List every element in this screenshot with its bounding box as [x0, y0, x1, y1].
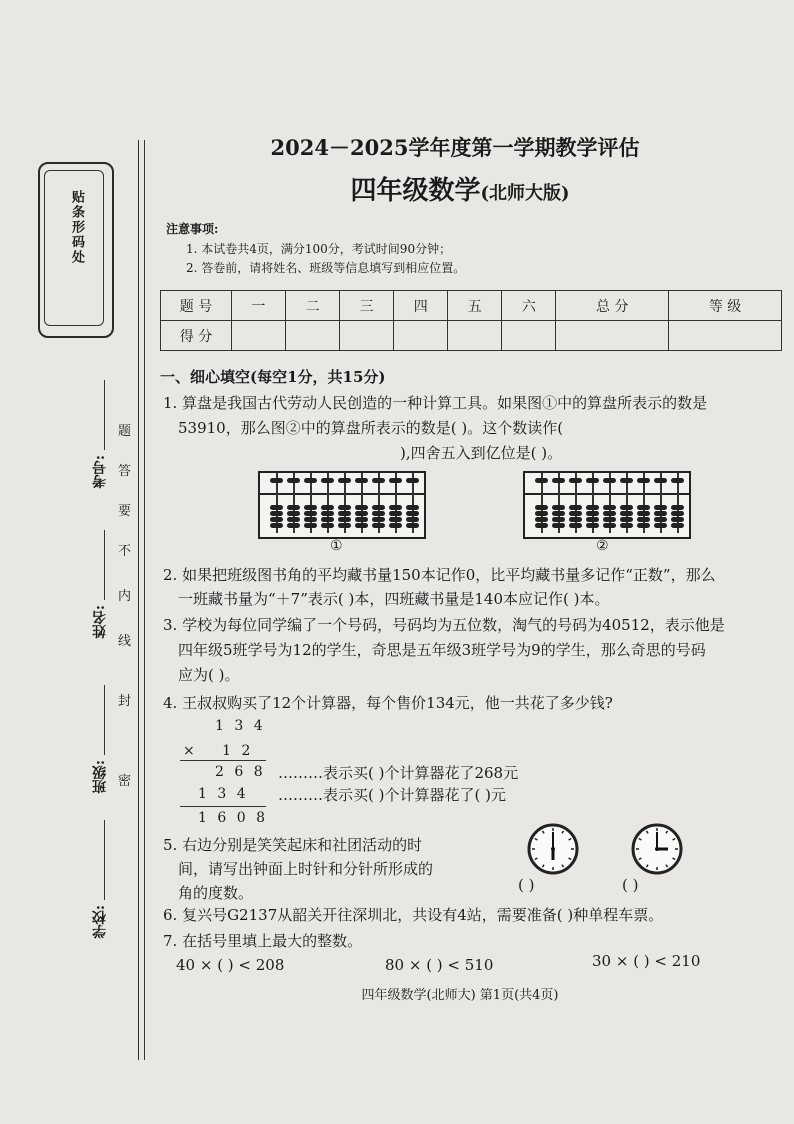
question-5-line: 角的度数。: [178, 884, 254, 902]
abacus-bead: [355, 511, 368, 516]
abacus-bead: [603, 517, 616, 522]
score-cell[interactable]: [394, 321, 448, 351]
abacus-bead: [620, 478, 633, 483]
binding-line: [138, 140, 139, 1060]
barcode-label: 贴条形码处: [69, 190, 84, 265]
abacus-bead: [338, 523, 351, 528]
abacus-bead: [338, 517, 351, 522]
abacus-bead: [287, 517, 300, 522]
seal-char: 内: [118, 589, 132, 604]
abacus-bead: [389, 517, 402, 522]
exam-no-fill-line[interactable]: [104, 380, 105, 450]
abacus-bead: [535, 511, 548, 516]
multiplicand: 1 3 4: [215, 718, 266, 734]
class-label: 班级:: [92, 760, 108, 794]
abacus-bead: [620, 511, 633, 516]
clock-center: [551, 847, 555, 851]
abacus-bead: [620, 523, 633, 528]
clock-answer-blank[interactable]: ( ): [518, 876, 535, 894]
abacus-bead: [389, 523, 402, 528]
abacus-bead: [603, 478, 616, 483]
abacus-bead: [552, 511, 565, 516]
table-header-cell: 六: [502, 291, 556, 321]
score-cell[interactable]: [556, 321, 669, 351]
abacus-bead: [338, 511, 351, 516]
abacus-beam: [525, 493, 689, 495]
abacus-bead: [406, 478, 419, 483]
question-3-line: 四年级5班学号为12的学生，奇思是五年级3班学号为9的学生，那么奇思的号码: [178, 641, 706, 659]
multiplier: × 1 2: [183, 743, 254, 759]
abacus-figure-2: [523, 471, 691, 539]
abacus-bead: [372, 511, 385, 516]
abacus-bead: [552, 517, 565, 522]
notes-heading: 注意事项:: [166, 222, 219, 236]
abacus-bead: [406, 511, 419, 516]
abacus-bead: [671, 523, 684, 528]
subject-title: [310, 170, 610, 207]
table-header-cell: 三: [340, 291, 394, 321]
abacus-bead: [637, 505, 650, 510]
abacus-bead: [270, 505, 283, 510]
abacus-bead: [321, 505, 334, 510]
note-item: 1. 本试卷共4页，满分100分，考试时间90分钟；: [186, 242, 452, 256]
abacus-bead: [355, 523, 368, 528]
question-2-line: 一班藏书量为“＋7”表示( )本，四班藏书量是140本应记作( )本。: [178, 590, 610, 608]
abacus-bead: [304, 478, 317, 483]
table-row-label: 得 分: [161, 321, 232, 351]
clock-face-2: [630, 822, 684, 876]
abacus-bead: [603, 505, 616, 510]
seal-char: 不: [118, 544, 132, 559]
abacus-bead: [389, 478, 402, 483]
abacus-bead: [304, 523, 317, 528]
abacus-bead: [654, 517, 667, 522]
abacus-bead: [569, 523, 582, 528]
abacus-bead: [586, 523, 599, 528]
table-header-cell: 题 号: [161, 291, 232, 321]
question-7-item: 80 × ( ) < 510: [385, 956, 494, 974]
question-2-line: 2. 如果把班级图书角的平均藏书量150本记作0，比平均藏书量多记作“正数”，那么: [163, 566, 716, 584]
product: 1 6 0 8: [198, 810, 268, 826]
question-7-item: 40 × ( ) < 208: [176, 956, 285, 974]
question-7-line: 7. 在括号里填上最大的整数。: [163, 932, 363, 950]
abacus-bead: [406, 505, 419, 510]
abacus-bead: [270, 523, 283, 528]
abacus-bead: [321, 478, 334, 483]
abacus-bead: [355, 478, 368, 483]
abacus-bead: [535, 505, 548, 510]
abacus-bead: [372, 505, 385, 510]
abacus-figure-1: [258, 471, 426, 539]
table-header-cell: 四: [394, 291, 448, 321]
multiplication-rule: [180, 806, 266, 807]
abacus-bead: [287, 511, 300, 516]
score-table-score-row: [161, 321, 782, 351]
abacus-bead: [304, 511, 317, 516]
clock-answer-blank[interactable]: ( ): [622, 876, 639, 894]
abacus-bead: [535, 523, 548, 528]
seal-char: 题: [118, 424, 132, 439]
abacus-bead: [552, 478, 565, 483]
abacus-bead: [654, 511, 667, 516]
score-cell[interactable]: [669, 321, 782, 351]
abacus-bead: [603, 511, 616, 516]
table-header-cell: 等 级: [669, 291, 782, 321]
abacus-bead: [406, 523, 419, 528]
abacus-bead: [586, 478, 599, 483]
subject-name: 四年级数学: [350, 176, 481, 206]
abacus-bead: [355, 505, 368, 510]
abacus-bead: [321, 523, 334, 528]
abacus-bead: [654, 523, 667, 528]
abacus-bead: [569, 505, 582, 510]
abacus-bead: [620, 517, 633, 522]
abacus-bead: [535, 517, 548, 522]
abacus-bead: [406, 517, 419, 522]
seal-char: 密: [118, 774, 132, 789]
abacus-bead: [552, 523, 565, 528]
score-cell[interactable]: [448, 321, 502, 351]
abacus-bead: [671, 478, 684, 483]
seal-char: 线: [118, 634, 132, 649]
edition-label: (北师大版): [480, 183, 570, 204]
abacus-bead: [671, 517, 684, 522]
binding-line-inner: [144, 140, 145, 1060]
score-table-header-row: [161, 291, 782, 321]
clock-face-1: [526, 822, 580, 876]
table-header-cell: 二: [286, 291, 340, 321]
abacus-bead: [569, 511, 582, 516]
abacus-bead: [535, 478, 548, 483]
abacus-bead: [372, 478, 385, 483]
abacus-bead: [569, 517, 582, 522]
abacus-bead: [304, 505, 317, 510]
abacus-bead: [287, 523, 300, 528]
abacus-bead: [287, 505, 300, 510]
seal-char: 要: [118, 504, 132, 519]
page-footer: 四年级数学(北师大) 第1页(共4页): [361, 988, 559, 1003]
partial-product-1: 2 6 8: [215, 764, 266, 780]
abacus-bead: [637, 478, 650, 483]
name-fill-line[interactable]: [104, 530, 105, 600]
exam-title: 2024－2025学年度第一学期教学评估: [270, 135, 640, 160]
abacus-bead: [671, 511, 684, 516]
score-table: [160, 290, 782, 351]
abacus-bead: [620, 505, 633, 510]
question-1-line: ),四舍五入到亿位是( )。: [400, 444, 563, 462]
abacus-bead: [586, 505, 599, 510]
question-5-line: 间，请写出钟面上时针和分针所形成的: [178, 860, 434, 878]
abacus-label: ①: [330, 538, 343, 554]
abacus-bead: [569, 478, 582, 483]
abacus-bead: [304, 517, 317, 522]
school-fill-line[interactable]: [104, 820, 105, 900]
abacus-bead: [637, 517, 650, 522]
score-cell[interactable]: [232, 321, 286, 351]
abacus-bead: [586, 517, 599, 522]
score-cell[interactable]: [340, 321, 394, 351]
abacus-bead: [603, 523, 616, 528]
table-header-cell: 一: [232, 291, 286, 321]
question-1-line: 53910，那么图②中的算盘所表示的数是( )。这个数读作(: [178, 419, 564, 437]
school-label: 学校:: [92, 905, 108, 939]
question-4-line: 4. 王叔叔购买了12个计算器，每个售价134元，他一共花了多少钱?: [163, 694, 613, 712]
abacus-bead: [372, 523, 385, 528]
abacus-bead: [389, 505, 402, 510]
score-cell[interactable]: [502, 321, 556, 351]
score-cell[interactable]: [286, 321, 340, 351]
name-label: 姓名:: [92, 605, 108, 639]
abacus-bead: [321, 511, 334, 516]
note-item: 2. 答卷前，请将姓名、班级等信息填写到相应位置。: [186, 261, 466, 275]
abacus-bead: [671, 505, 684, 510]
abacus-bead: [654, 478, 667, 483]
abacus-bead: [355, 517, 368, 522]
exam-no-label: 考号:: [92, 455, 108, 489]
table-header-cell: 五: [448, 291, 502, 321]
abacus-bead: [389, 511, 402, 516]
abacus-beam: [260, 493, 424, 495]
abacus-bead: [338, 478, 351, 483]
partial-product-2: 1 3 4: [198, 786, 249, 802]
abacus-bead: [637, 523, 650, 528]
question-7-item: 30 × ( ) < 210: [592, 952, 701, 970]
class-fill-line[interactable]: [104, 685, 105, 755]
question-4-fill: ………表示买( )个计算器花了( )元: [278, 786, 506, 804]
abacus-bead: [637, 511, 650, 516]
clock-center: [655, 847, 659, 851]
abacus-bead: [287, 478, 300, 483]
question-4-fill: ………表示买( )个计算器花了268元: [278, 764, 519, 782]
abacus-bead: [270, 478, 283, 483]
multiplication-rule: [180, 760, 266, 761]
table-header-cell: 总 分: [556, 291, 669, 321]
abacus-bead: [270, 517, 283, 522]
seal-char: 答: [118, 464, 132, 479]
abacus-bead: [654, 505, 667, 510]
abacus-bead: [270, 511, 283, 516]
abacus-bead: [372, 517, 385, 522]
abacus-bead: [552, 505, 565, 510]
question-6-line: 6. 复兴号G2137从韶关开往深圳北，共设有4站，需要准备( )种单程车票。: [163, 906, 664, 924]
abacus-label: ②: [596, 538, 609, 554]
question-5-line: 5. 右边分别是笑笑起床和社团活动的时: [163, 836, 423, 854]
section-heading: 一、细心填空(每空1分，共15分): [160, 368, 386, 386]
question-3-line: 应为( )。: [178, 666, 240, 684]
abacus-bead: [321, 517, 334, 522]
question-3-line: 3. 学校为每位同学编了一个号码，号码均为五位数，淘气的号码为40512，表示他是: [163, 616, 725, 634]
seal-char: 封: [118, 694, 132, 709]
abacus-bead: [586, 511, 599, 516]
abacus-bead: [338, 505, 351, 510]
question-1-line: 1. 算盘是我国古代劳动人民创造的一种计算工具。如果图①中的算盘所表示的数是: [163, 394, 708, 412]
